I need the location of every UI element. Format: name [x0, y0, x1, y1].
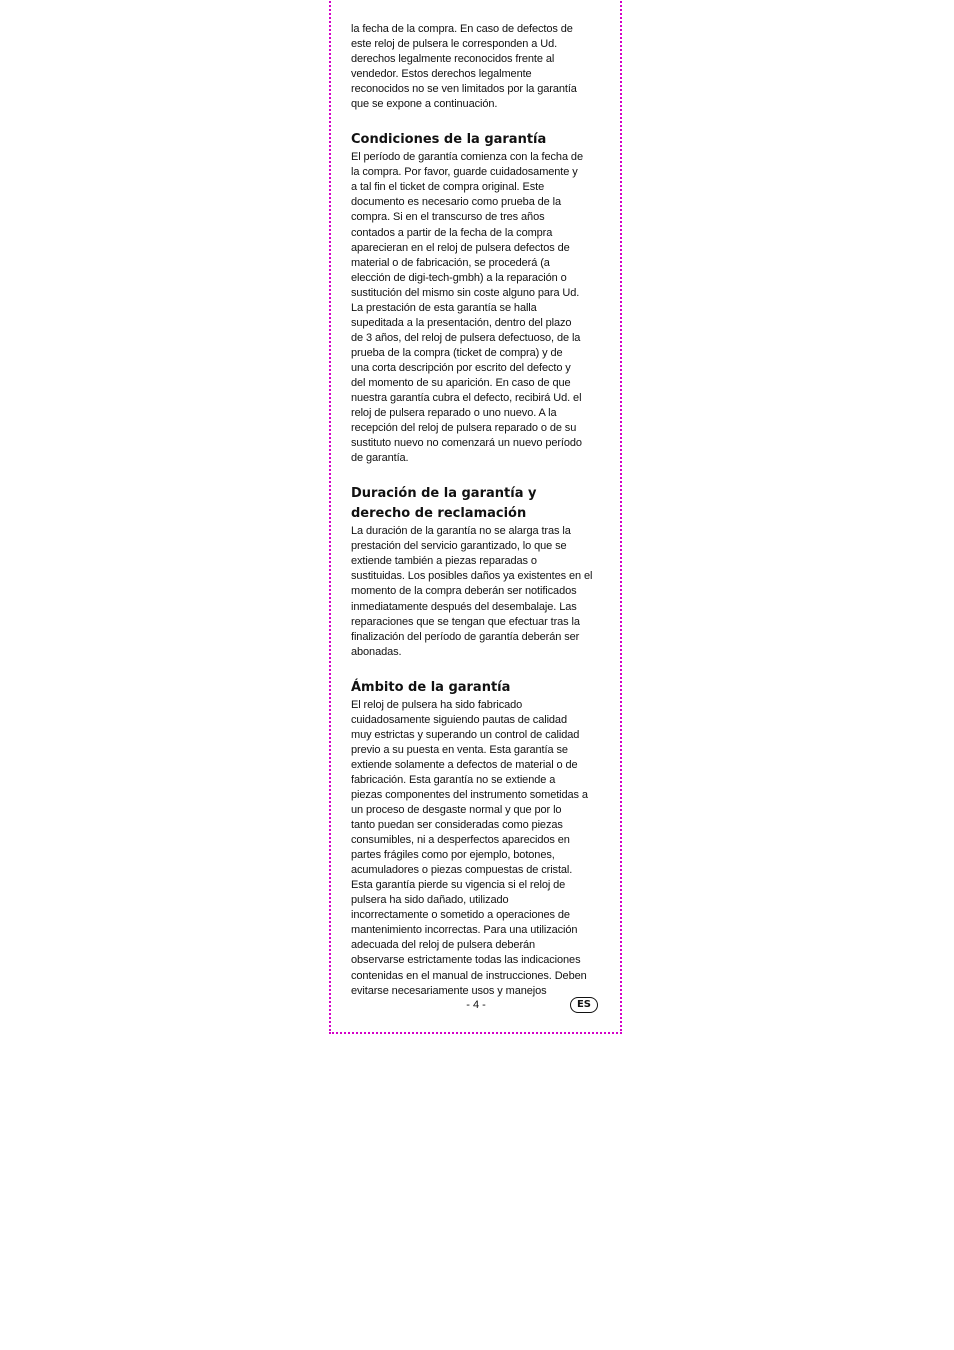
page-number: - 4 - — [466, 999, 486, 1011]
section-warranty-duration — [351, 484, 599, 659]
section-body: El período de garantía comienza con la fecha de la compra. Por favor, guarde cuidadosamente y a tal fin el ticket de compra original. Este documento es necesario como prueba de la compra. Si en el transcurso de tres años contados a partir de la fecha de la compra aparecieran en el reloj de pulsera defectos de material o de fabricación, se procederá (a elección de digi-tech-gmbh) a la reparación o sustitución del mismo sin coste alguno para Ud. La prestación de esta garantía se halla supeditada a la presentación, dentro del plazo de 3 años, del reloj de pulsera defectuoso, de la prueba de la compra (ticket de compra) y de una corta descripción por escrito del defecto y del momento de su aparición. En caso de que nuestra garantía cubra el defecto, recibirá Ud. el reloj de pulsera reparado o uno nuevo. A la recepción del reloj de pulsera reparado o de su sustituto nuevo no comenzará un nuevo período de garantía. — [351, 151, 583, 465]
section-warranty-scope — [351, 678, 599, 999]
section-body: La duración de la garantía no se alarga tras la prestación del servicio garantizado, lo que se extiende también a piezas reparadas o sustituidas. Los posibles daños ya existentes en el momento de la compra deberán ser notificados inmediatamente después del desembalaje. Las reparaciones que se tengan que efectuar tras la finalización del período de garantía deberán ser abonadas. — [351, 525, 593, 658]
section-heading: Duración de la garantía y derecho de reclamación — [351, 486, 537, 522]
section-heading: Condiciones de la garantía — [351, 132, 547, 148]
section-heading: Ámbito de la garantía — [351, 679, 511, 695]
language-badge: ES — [570, 997, 598, 1013]
page-content — [351, 22, 599, 999]
section-warranty-conditions — [351, 130, 599, 466]
intro-paragraph: la fecha de la compra. En caso de defectos de este reloj de pulsera le corresponden a Ud. derechos legalmente reconocidos frente al vendedor. Estos derechos legalmente reconocidos no se ven limitados por la garantía que se expone a continuación. — [351, 23, 577, 111]
section-body: El reloj de pulsera ha sido fabricado cuidadosamente siguiendo pautas de calidad muy estrictas y superando un control de calidad previo a su puesta en venta. Esta garantía se extiende solamente a defectos de material o de fabricación. Esta garantía no se extiende a piezas componentes del instrumento sometidas a un proceso de desgaste normal y que por lo tanto puedan ser consideradas como piezas consumibles, ni a desperfectos aparecidos en partes frágiles como por ejemplo, botones, acumuladores o piezas compuestas de cristal. Esta garantía pierde su vigencia si el reloj de pulsera ha sido dañado, utilizado incorrectamente o sometido a operaciones de mantenimiento incorrectas. Para una utilización adecuada del reloj de pulsera deberán observarse estrictamente todas las indicaciones contenidas en el manual de instrucciones. Deben evitarse necesariamente usos y manejos — [351, 698, 588, 997]
